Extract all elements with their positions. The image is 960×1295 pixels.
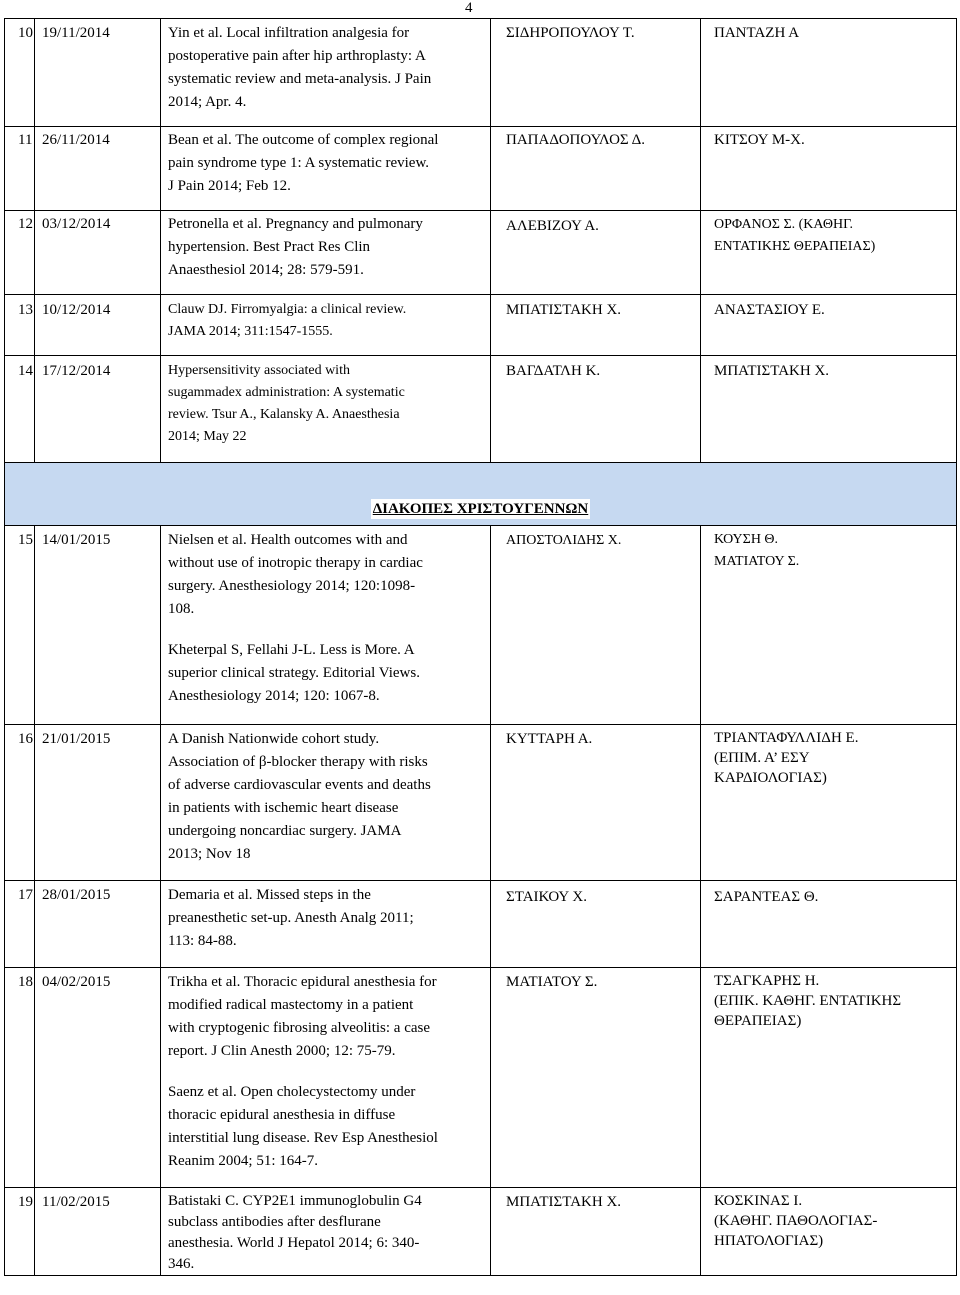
row-number: 17 bbox=[5, 881, 35, 968]
presenter-cell: ΜΠΑΤΙΣΤΑΚΗ Χ. bbox=[491, 1188, 701, 1276]
row-number: 13 bbox=[5, 295, 35, 356]
article-cell: Demaria et al. Missed steps in the preanesthetic set-up. Anesth Analg 2011; 113: 84-88. bbox=[161, 881, 491, 968]
table-row bbox=[5, 881, 957, 968]
row-date: 21/01/2015 bbox=[35, 725, 161, 881]
presenter-cell: ΜΠΑΤΙΣΤΑΚΗ Χ. bbox=[491, 295, 701, 356]
row-number: 18 bbox=[5, 968, 35, 1188]
page-number: 4 bbox=[465, 0, 473, 16]
table-row bbox=[5, 725, 957, 881]
table-row bbox=[5, 19, 957, 127]
presenter-cell: ΠΑΠΑΔΟΠΟΥΛΟΣ Δ. bbox=[491, 127, 701, 211]
row-number: 12 bbox=[5, 211, 35, 295]
row-number: 15 bbox=[5, 526, 35, 725]
row-date: 28/01/2015 bbox=[35, 881, 161, 968]
row-date: 04/02/2015 bbox=[35, 968, 161, 1188]
table-row bbox=[5, 526, 957, 725]
article-cell: Trikha et al. Thoracic epidural anesthesia for modified radical mastectomy in a patient with cryptogenic fibrosing alveolitis: a case report. J Clin Anesth 2000; 12: 75-79. Saenz et al. Open cholecystectomy under thoracic epidural anesthesia in diffuse interstitial lung disease. Rev Esp Anesthesiol Reanim 2004; 51: 164-7. bbox=[161, 968, 491, 1188]
presenter-cell: ΒΑΓΔΑΤΛΗ Κ. bbox=[491, 356, 701, 463]
coordinator-cell: ΚΟΣΚΙΝΑΣ Ι. (ΚΑΘΗΓ. ΠΑΘΟΛΟΓΙΑΣ- ΗΠΑΤΟΛΟΓΙΑΣ) bbox=[701, 1188, 957, 1276]
schedule-table bbox=[4, 18, 957, 1276]
presenter-cell: ΣΤΑΙΚΟΥ Χ. bbox=[491, 881, 701, 968]
table-row bbox=[5, 968, 957, 1188]
coordinator-cell: ΟΡΦΑΝΟΣ Σ. (ΚΑΘΗΓ. ΕΝΤΑΤΙΚΗΣ ΘΕΡΑΠΕΙΑΣ) bbox=[701, 211, 957, 295]
article-cell: Yin et al. Local infiltration analgesia for postoperative pain after hip arthroplasty: A systematic review and meta-analysis. J Pain 2014; Apr. 4. bbox=[161, 19, 491, 127]
row-date: 19/11/2014 bbox=[35, 19, 161, 127]
row-number: 11 bbox=[5, 127, 35, 211]
holiday-banner bbox=[5, 463, 957, 526]
coordinator-cell: ΑΝΑΣΤΑΣΙΟΥ Ε. bbox=[701, 295, 957, 356]
article-cell: Clauw DJ. Firromyalgia: a clinical review. JAMA 2014; 311:1547-1555. bbox=[161, 295, 491, 356]
coordinator-cell: ΚΙΤΣΟΥ Μ-Χ. bbox=[701, 127, 957, 211]
article-cell: A Danish Nationwide cohort study. Association of β-blocker therapy with risks of adverse cardiovascular events and deaths in patients with ischemic heart disease undergoing noncardiac surgery. JAMA 2013; Nov 18 bbox=[161, 725, 491, 881]
row-date: 17/12/2014 bbox=[35, 356, 161, 463]
table-row bbox=[5, 211, 957, 295]
coordinator-cell: ΣΑΡΑΝΤΕΑΣ Θ. bbox=[701, 881, 957, 968]
row-date: 10/12/2014 bbox=[35, 295, 161, 356]
row-date: 11/02/2015 bbox=[35, 1188, 161, 1276]
article-cell: Petronella et al. Pregnancy and pulmonary hypertension. Best Pract Res Clin Anaesthesiol 2014; 28: 579-591. bbox=[161, 211, 491, 295]
row-date: 14/01/2015 bbox=[35, 526, 161, 725]
table-row bbox=[5, 356, 957, 463]
holiday-banner-row bbox=[5, 463, 957, 526]
table-row bbox=[5, 1188, 957, 1276]
presenter-cell: ΑΛΕΒΙΖΟΥ Α. bbox=[491, 211, 701, 295]
table-row bbox=[5, 127, 957, 211]
article-cell: Bean et al. The outcome of complex regional pain syndrome type 1: A systematic review. J Pain 2014; Feb 12. bbox=[161, 127, 491, 211]
row-date: 03/12/2014 bbox=[35, 211, 161, 295]
presenter-cell: ΑΠΟΣΤΟΛΙΔΗΣ Χ. bbox=[491, 526, 701, 725]
row-number: 14 bbox=[5, 356, 35, 463]
coordinator-cell: ΤΡΙΑΝΤΑΦΥΛΛΙΔΗ Ε. (ΕΠΙΜ. Α’ ΕΣΥ ΚΑΡΔΙΟΛΟΓΙΑΣ) bbox=[701, 725, 957, 881]
coordinator-cell: ΜΠΑΤΙΣΤΑΚΗ Χ. bbox=[701, 356, 957, 463]
article-cell: Nielsen et al. Health outcomes with and without use of inotropic therapy in cardiac surgery. Anesthesiology 2014; 120:1098- 108. Kheterpal S, Fellahi J-L. Less is More. A superior clinical strategy. Editorial Views. Anesthesiology 2014; 120: 1067-8. bbox=[161, 526, 491, 725]
presenter-cell: ΜΑΤΙΑΤΟΥ Σ. bbox=[491, 968, 701, 1188]
coordinator-cell: ΠΑΝΤΑΖΗ Α bbox=[701, 19, 957, 127]
coordinator-cell: ΤΣΑΓΚΑΡΗΣ Η. (ΕΠΙΚ. ΚΑΘΗΓ. ΕΝΤΑΤΙΚΗΣ ΘΕΡΑΠΕΙΑΣ) bbox=[701, 968, 957, 1188]
row-number: 19 bbox=[5, 1188, 35, 1276]
article-cell: Hypersensitivity associated with sugammadex administration: A systematic review. Tsur A., Kalansky A. Anaesthesia 2014; May 22 bbox=[161, 356, 491, 463]
presenter-cell: ΣΙΔΗΡΟΠΟΥΛΟΥ Τ. bbox=[491, 19, 701, 127]
row-number: 16 bbox=[5, 725, 35, 881]
presenter-cell: ΚΥΤΤΑΡΗ Α. bbox=[491, 725, 701, 881]
holiday-label: ΔΙΑΚΟΠΕΣ ΧΡΙΣΤΟΥΓΕΝΝΩΝ bbox=[372, 501, 589, 517]
table-row bbox=[5, 295, 957, 356]
coordinator-cell: ΚΟΥΣΗ Θ. ΜΑΤΙΑΤΟΥ Σ. bbox=[701, 526, 957, 725]
row-number: 10 bbox=[5, 19, 35, 127]
article-cell: Batistaki C. CYP2E1 immunoglobulin G4 subclass antibodies after desflurane anesthesia. World J Hepatol 2014; 6: 340- 346. bbox=[161, 1188, 491, 1276]
row-date: 26/11/2014 bbox=[35, 127, 161, 211]
